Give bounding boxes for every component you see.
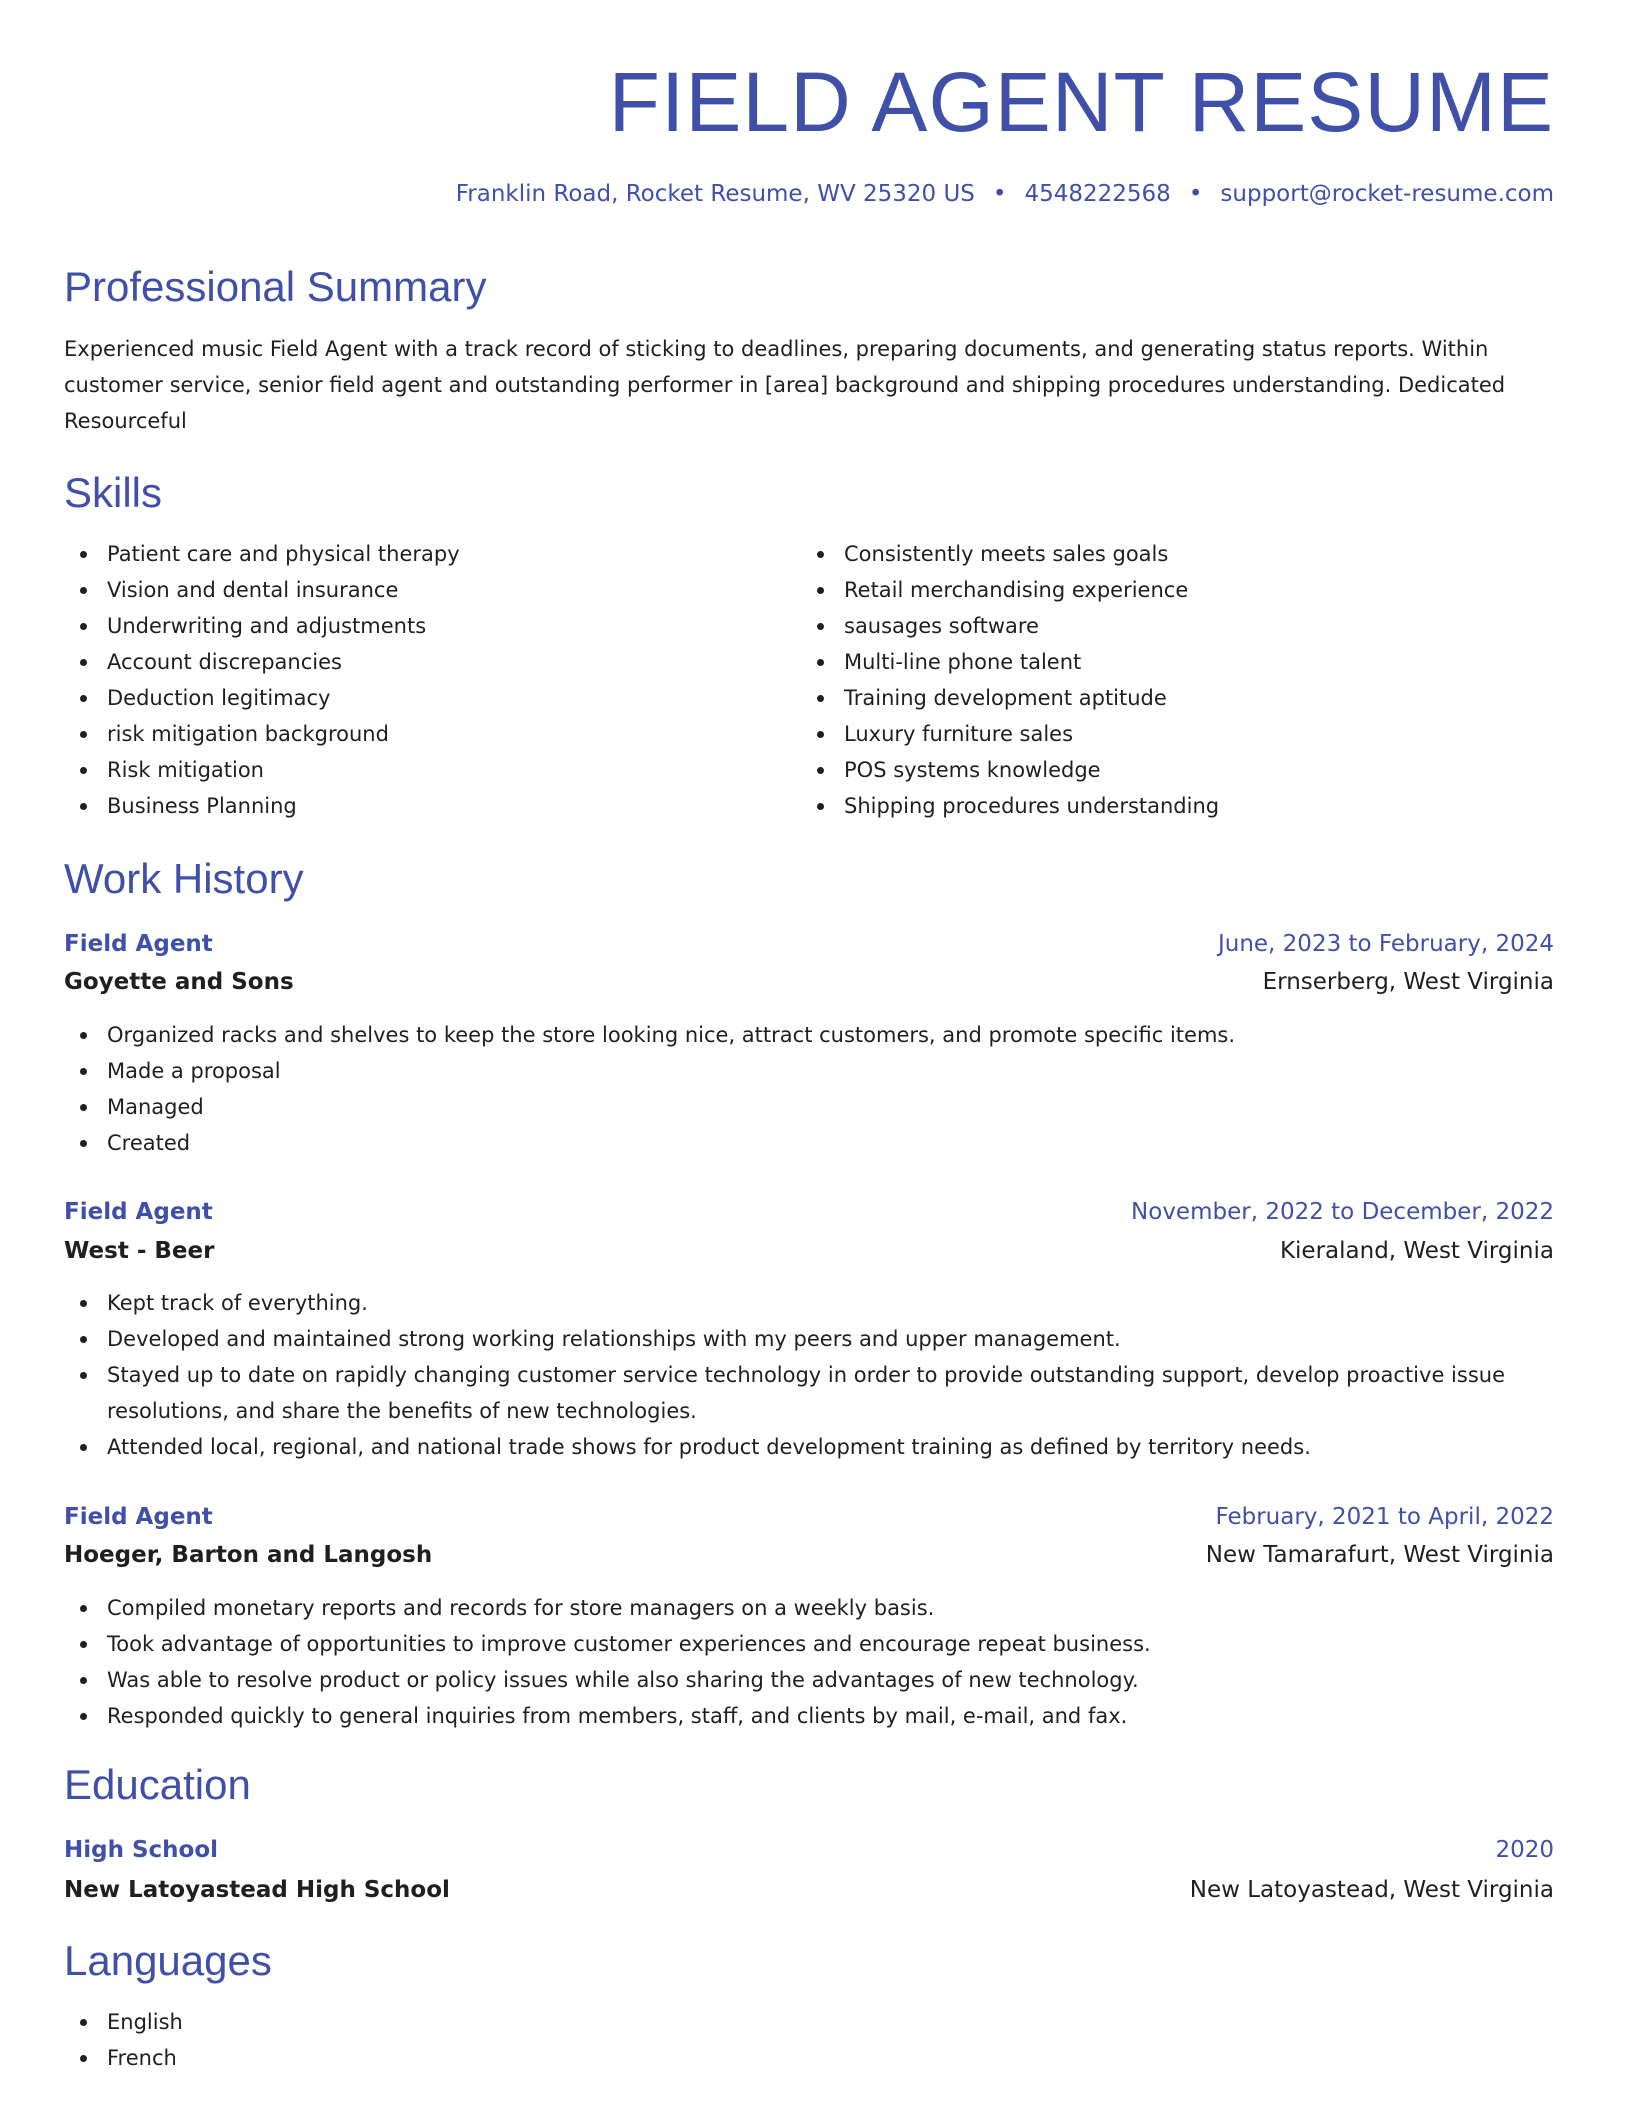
- summary-text: Experienced music Field Agent with a track record of sticking to deadlines, preparing documents, and generating status reports. Within customer service, senior field agent and outstanding performer in [area] background and shipping procedures understanding. Dedicated Resourceful: [64, 337, 1506, 433]
- job-bullets: [64, 1285, 1554, 1465]
- job-header: [64, 1499, 1554, 1535]
- skill-item: Underwriting and adjustments: [64, 608, 784, 644]
- job-employer: Goyette and Sons: [64, 969, 294, 995]
- skill-item: Business Planning: [64, 788, 784, 824]
- languages-list: [64, 2004, 784, 2076]
- job-bullet: Kept track of everything.: [64, 1285, 1554, 1321]
- job-bullet: Stayed up to date on rapidly changing customer service technology in order to provide outstanding support, develop proactive issue resolutions, and share the benefits of new technologies.: [64, 1357, 1554, 1429]
- job-bullets: [64, 1017, 1554, 1161]
- skill-item: Risk mitigation: [64, 752, 784, 788]
- job-dates: June, 2023 to February, 2024: [1217, 931, 1554, 957]
- skill-item: sausages software: [801, 608, 1521, 644]
- job-bullet: Developed and maintained strong working relationships with my peers and upper management.: [64, 1321, 1554, 1357]
- skill-item: Training development aptitude: [801, 680, 1521, 716]
- work-history-heading: Work History: [64, 855, 304, 902]
- skill-item: POS systems knowledge: [801, 752, 1521, 788]
- education-header: [64, 1832, 1554, 1868]
- education-heading: Education: [64, 1761, 251, 1808]
- job-location: New Tamarafurt, West Virginia: [1205, 1542, 1554, 1568]
- job-employer-row: [64, 1233, 1554, 1269]
- job-title: Field Agent: [64, 1504, 213, 1530]
- education-school-row: [64, 1872, 1554, 1908]
- contact-phone: 4548222568: [1024, 181, 1171, 207]
- job-bullet: Took advantage of opportunities to improve customer experiences and encourage repeat business.: [64, 1626, 1554, 1662]
- resume-title: FIELD AGENT RESUME: [608, 55, 1554, 149]
- skill-item: Multi-line phone talent: [801, 644, 1521, 680]
- education-location: New Latoyastead, West Virginia: [1189, 1877, 1554, 1903]
- job-header: [64, 926, 1554, 962]
- job-employer-row: [64, 964, 1554, 1000]
- language-item: English: [64, 2004, 784, 2040]
- job-bullets: [64, 1590, 1554, 1734]
- job-title: Field Agent: [64, 1199, 213, 1225]
- summary-heading: Professional Summary: [64, 263, 487, 310]
- languages-heading: Languages: [64, 1937, 272, 1984]
- skill-item: Patient care and physical therapy: [64, 536, 784, 572]
- job-bullet: Responded quickly to general inquiries from members, staff, and clients by mail, e-mail, and fax.: [64, 1698, 1554, 1734]
- job-bullet: Created: [64, 1125, 1554, 1161]
- skill-item: Consistently meets sales goals: [801, 536, 1521, 572]
- job-bullet: Attended local, regional, and national trade shows for product development training as defined by territory needs.: [64, 1429, 1554, 1465]
- education-school: New Latoyastead High School: [64, 1877, 450, 1903]
- job-employer: Hoeger, Barton and Langosh: [64, 1542, 433, 1568]
- job-header: [64, 1194, 1554, 1230]
- skill-item: Shipping procedures understanding: [801, 788, 1521, 824]
- skill-item: Luxury furniture sales: [801, 716, 1521, 752]
- job-location: Kieraland, West Virginia: [1279, 1238, 1554, 1264]
- job-bullet: Managed: [64, 1089, 1554, 1125]
- skills-list-left: [64, 536, 784, 824]
- contact-separator: •: [992, 181, 1007, 207]
- job-location: Ernserberg, West Virginia: [1262, 969, 1554, 995]
- job-bullet: Made a proposal: [64, 1053, 1554, 1089]
- contact-email: support@rocket-resume.com: [1220, 181, 1554, 207]
- contact-address: Franklin Road, Rocket Resume, WV 25320 US: [455, 181, 975, 207]
- job-title: Field Agent: [64, 931, 213, 957]
- skill-item: risk mitigation background: [64, 716, 784, 752]
- contact-line: [456, 178, 1554, 210]
- contact-separator: •: [1188, 181, 1203, 207]
- skills-heading: Skills: [64, 469, 163, 516]
- job-bullet: Compiled monetary reports and records for store managers on a weekly basis.: [64, 1590, 1554, 1626]
- education-degree: High School: [64, 1837, 219, 1863]
- skills-list-right: [801, 536, 1521, 824]
- job-bullet: Was able to resolve product or policy issues while also sharing the advantages of new technology.: [64, 1662, 1554, 1698]
- job-bullet: Organized racks and shelves to keep the store looking nice, attract customers, and promote specific items.: [64, 1017, 1554, 1053]
- skill-item: Retail merchandising experience: [801, 572, 1521, 608]
- skill-item: Account discrepancies: [64, 644, 784, 680]
- job-employer-row: [64, 1537, 1554, 1573]
- job-employer: West - Beer: [64, 1238, 215, 1264]
- job-dates: February, 2021 to April, 2022: [1215, 1504, 1554, 1530]
- education-year: 2020: [1495, 1837, 1554, 1863]
- skill-item: Vision and dental insurance: [64, 572, 784, 608]
- language-item: French: [64, 2040, 784, 2076]
- skill-item: Deduction legitimacy: [64, 680, 784, 716]
- job-dates: November, 2022 to December, 2022: [1131, 1199, 1554, 1225]
